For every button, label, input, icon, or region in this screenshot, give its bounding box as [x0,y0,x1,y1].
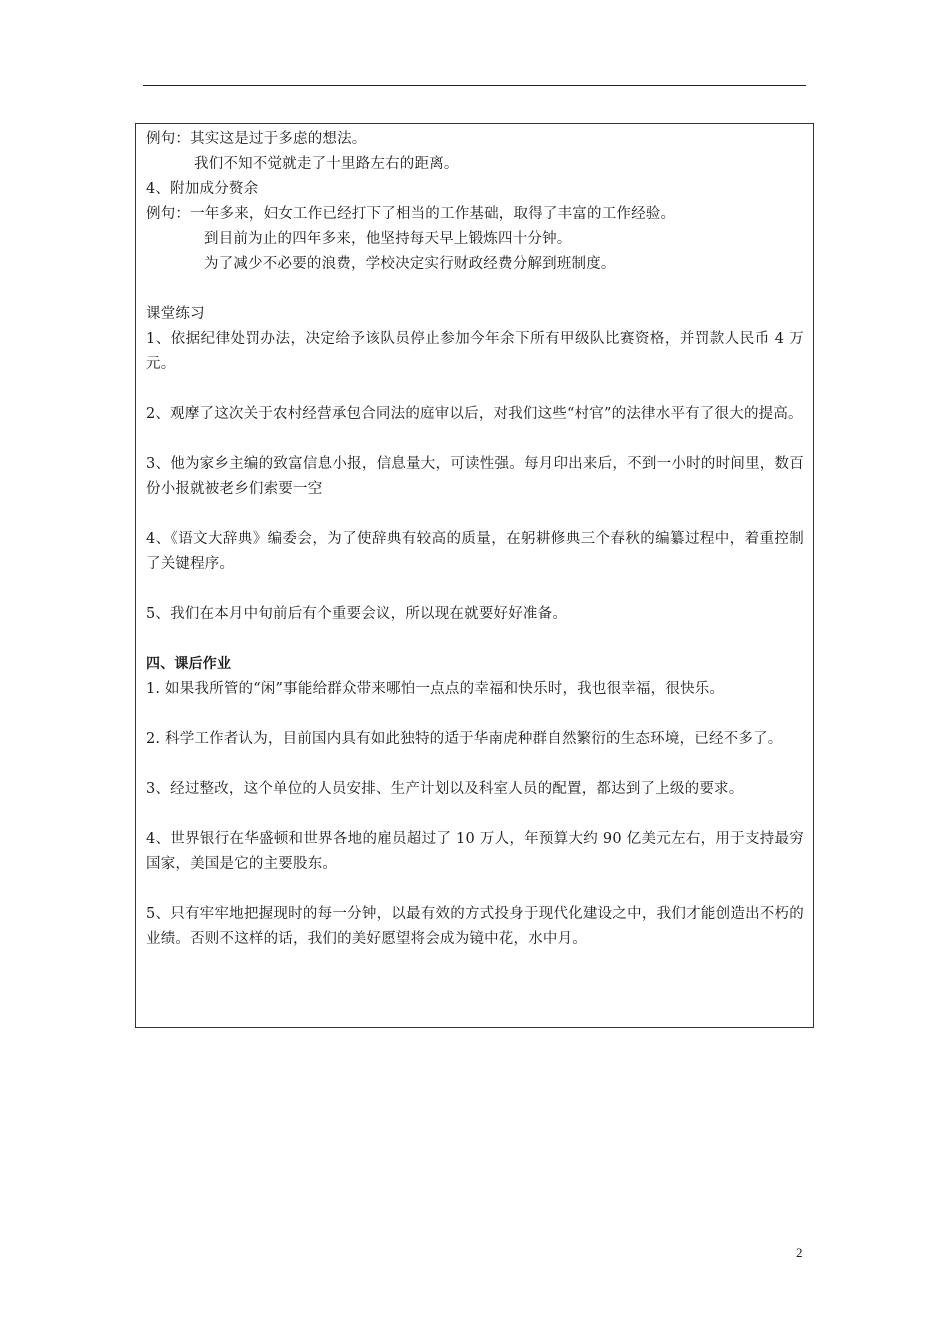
content-box [135,123,814,1028]
spacer [146,752,804,777]
item4-example-3: 为了减少不必要的浪费，学校决定实行财政经费分解到班制度。 [204,256,616,272]
homework-item-4: 4、世界银行在华盛顿和世界各地的雇员超过了 10 万人，年预算大约 90 亿美元左右，用于支持最穷国家，美国是它的主要股东。 [146,831,804,872]
spacer [146,877,804,902]
spacer [146,377,804,402]
homework-item-5: 5、只有牢牢地把握现时的每一分钟，以最有效的方式投身于现代化建设之中，我们才能创造出不朽的业绩。否则不这样的话，我们的美好愿望将会成为镜中花，水中月。 [146,906,804,947]
practice-item-3: 3、他为家乡主编的致富信息小报，信息量大，可读性强。每月印出来后，不到一小时的时间里，数百份小报就被老乡们索要一空 [146,456,804,497]
practice-item-2: 2、观摩了这次关于农村经营承包合同法的庭审以后，对我们这些“村官”的法律水平有了很大的提高。 [146,406,803,422]
example-label-line: 例句：其实这是过于多虑的想法。 [146,131,367,147]
practice-title: 课堂练习 [146,306,205,322]
item4-example-1: 例句：一年多来，妇女工作已经打下了相当的工作基础，取得了丰富的工作经验。 [146,206,676,222]
page-number: 2 [796,1245,803,1260]
spacer [146,577,804,602]
practice-item-4: 4、《语文大辞典》编委会，为了使辞典有较高的质量，在躬耕修典三个春秋的编纂过程中，着重控制了关键程序。 [146,531,804,572]
practice-item-1: 1、依据纪律处罚办法，决定给予该队员停止参加今年余下所有甲级队比赛资格，并罚款人民币 4 万元。 [146,331,804,372]
spacer [146,627,804,652]
item4-title: 4、附加成分赘余 [146,181,259,197]
spacer [146,802,804,827]
homework-item-2: 2. 科学工作者认为，目前国内具有如此独特的适于华南虎种群自然繁衍的生态环境，已经不多了。 [146,731,783,747]
homework-title: 四、课后作业 [146,656,232,672]
homework-item-1: 1. 如果我所管的“闲”事能给群众带来哪怕一点点的幸福和快乐时，我也很幸福，很快乐。 [146,681,725,697]
spacer [146,277,804,302]
homework-item-3: 3、经过整改，这个单位的人员安排、生产计划以及科室人员的配置，都达到了上级的要求。 [146,781,744,797]
practice-item-5: 5、我们在本月中旬前后有个重要会议，所以现在就要好好准备。 [146,606,568,622]
example-line-2: 我们不知不觉就走了十里路左右的距离。 [194,156,459,172]
spacer [146,702,804,727]
item4-example-2: 到目前为止的四年多来，他坚持每天早上锻炼四十分钟。 [204,231,572,247]
spacer [146,502,804,527]
spacer [146,427,804,452]
header-rule [143,85,806,86]
